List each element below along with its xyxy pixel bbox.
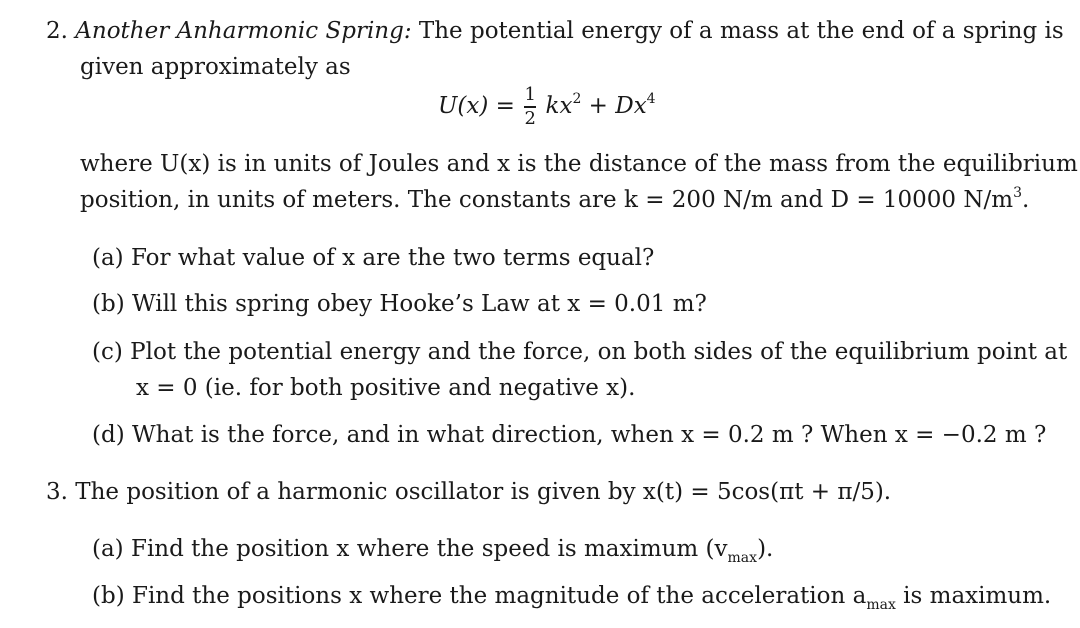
problem-number: 2. <box>46 18 68 44</box>
part-a <box>92 244 654 274</box>
part-label: (a) <box>92 536 124 562</box>
part-end: ). <box>757 536 774 562</box>
part-text: What is the force, and in what direction, when x = 0.2 m ? When x = −0.2 m ? <box>131 422 1047 448</box>
part-label: (b) <box>92 583 125 609</box>
subscript: max <box>866 597 896 613</box>
part-b <box>92 582 1051 612</box>
part-label: (b) <box>92 291 125 317</box>
part-d <box>92 421 1046 451</box>
part-end: is maximum. <box>895 583 1052 609</box>
problem-statement: The position of a harmonic oscillator is given by x(t) = 5cos(πt + π/5). <box>75 479 892 505</box>
part-text: For what value of x are the two terms equal? <box>130 245 655 271</box>
problem-number: 3. <box>46 479 68 505</box>
part-label: (c) <box>92 339 123 365</box>
part-label: (a) <box>92 245 124 271</box>
part-text: Find the positions x where the magnitude of the acceleration a <box>131 583 867 609</box>
part-text: Find the position x where the speed is maximum (v <box>130 536 728 562</box>
subscript: max <box>727 550 758 566</box>
part-text: Will this spring obey Hooke’s Law at x = 0.01 m? <box>131 291 707 317</box>
paragraph-exponent: 3 <box>1013 185 1022 201</box>
part-c <box>92 338 1067 368</box>
equation-term-1: kx <box>545 92 573 119</box>
equation-lhs: U(x) = <box>438 92 515 119</box>
equation-exponent-2: 4 <box>646 90 656 107</box>
part-text: Plot the potential energy and the force, on both sides of the equilibrium point at <box>130 339 1068 365</box>
problem-intro: The potential energy of a mass at the end of a spring is <box>418 18 1064 44</box>
problem-title: Another Anharmonic Spring: <box>75 18 412 44</box>
problem-intro-continued: given approximately as <box>80 54 351 80</box>
part-a <box>92 535 773 565</box>
problem-3-header <box>46 478 891 508</box>
part-b <box>92 290 707 320</box>
paragraph-end: . <box>1021 187 1030 213</box>
equation <box>438 86 656 128</box>
equation-exponent-1: 2 <box>572 90 582 107</box>
problem-paragraph-line-1: where U(x) is in units of Joules and x is the distance of the mass from the equilibrium <box>80 151 1078 177</box>
part-c-continued: x = 0 (ie. for both positive and negative x). <box>136 375 636 401</box>
equation-fraction <box>524 86 536 128</box>
fraction-denominator: 2 <box>524 107 536 129</box>
equation-term-2: + Dx <box>588 92 647 119</box>
problem-2-header <box>46 17 1064 47</box>
paragraph-text: position, in units of meters. The constants are k = 200 N/m and D = 10000 N/m <box>80 187 1014 213</box>
problem-paragraph-line-2 <box>80 186 1029 216</box>
fraction-numerator: 1 <box>524 84 536 105</box>
part-label: (d) <box>92 422 125 448</box>
